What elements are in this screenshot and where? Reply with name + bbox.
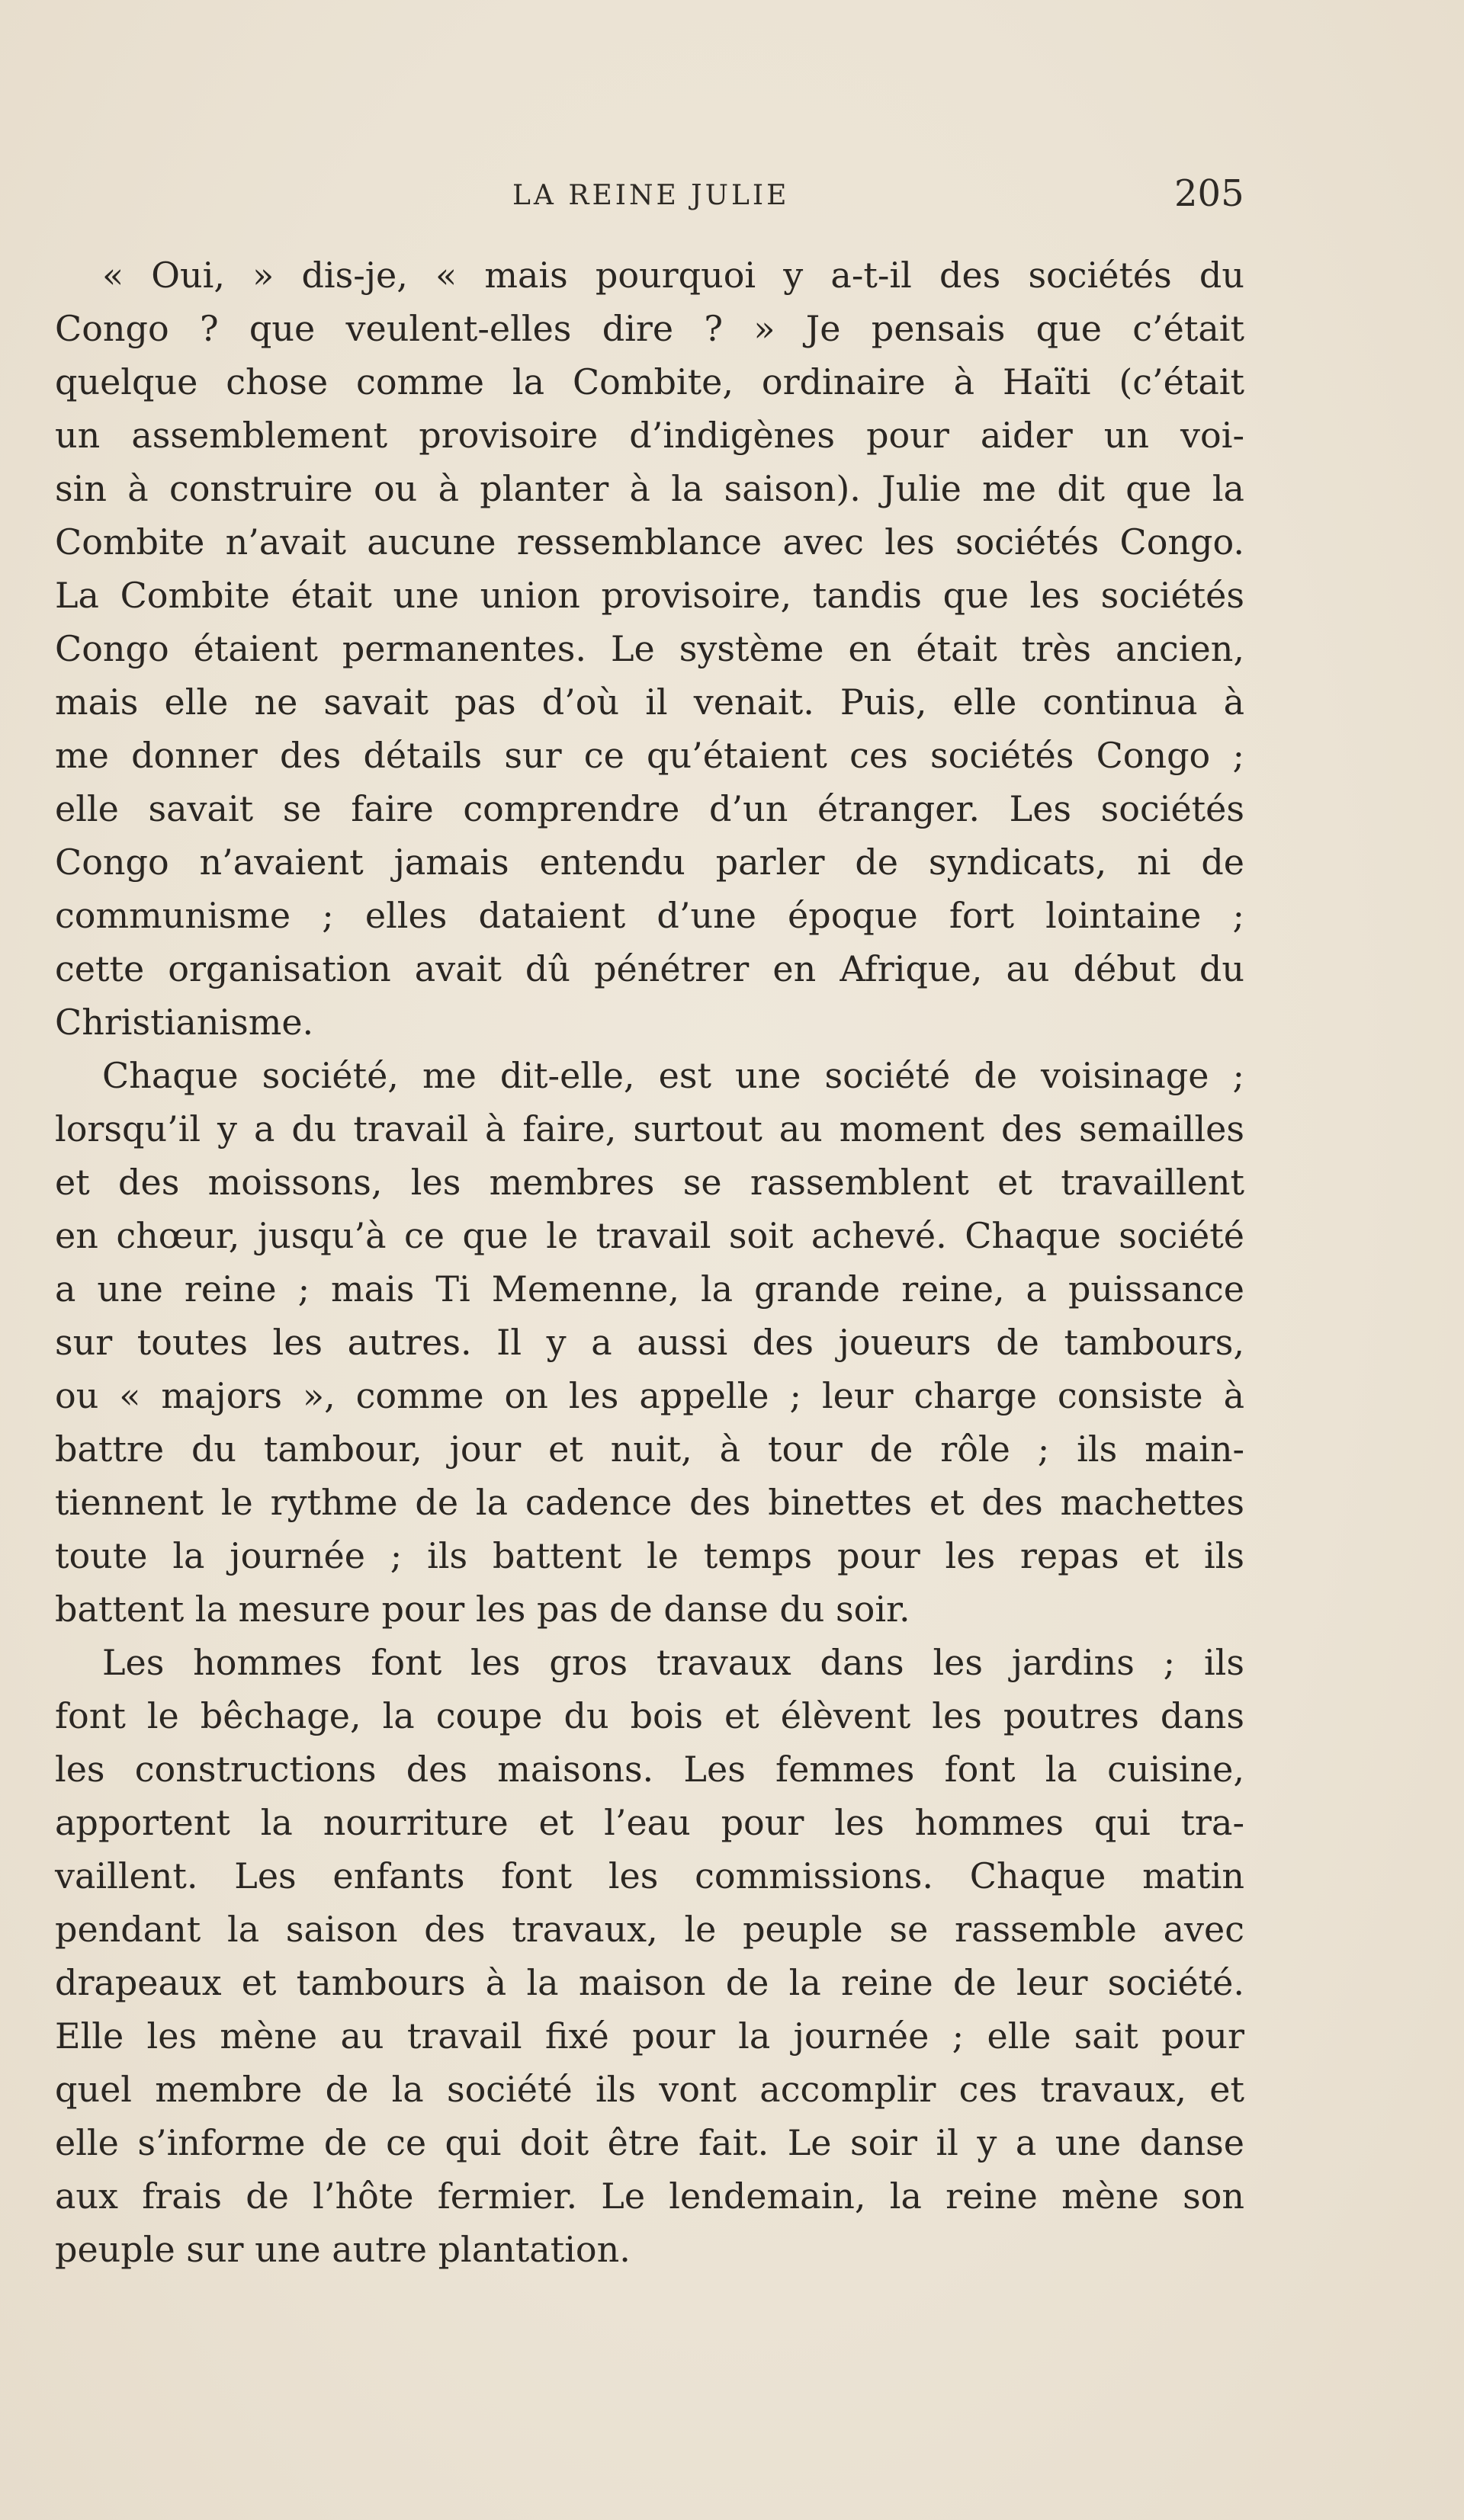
text-line: « Oui, » dis-je, « mais pourquoi y a-t-il des sociétés du [102, 255, 1244, 296]
text-line: battent la mesure pour les pas de danse du soir. [55, 1589, 910, 1630]
text-line: quelque chose comme la Combite, ordinaire à Haïti (c’était [55, 361, 1244, 402]
text-line: aux frais de l’hôte fermier. Le lendemain, la reine mène son [55, 2175, 1244, 2217]
text-line: Christianisme. [55, 1002, 314, 1043]
text-line: quel membre de la société ils vont accomplir ces travaux, et [55, 2069, 1244, 2110]
text-line: elle s’informe de ce qui doit être fait. Le soir il y a une danse [55, 2122, 1244, 2163]
text-line: tiennent le rythme de la cadence des binettes et des machettes [55, 1482, 1244, 1523]
text-line: Combite n’avait aucune ressemblance avec les sociétés Congo. [55, 521, 1244, 563]
text-line: cette organisation avait dû pénétrer en Afrique, au début du [55, 948, 1244, 989]
text-line: Les hommes font les gros travaux dans les jardins ; ils [102, 1642, 1244, 1683]
text-line: apportent la nourriture et l’eau pour les hommes qui tra- [55, 1802, 1244, 1843]
page-number: 205 [1174, 172, 1244, 215]
text-line: mais elle ne savait pas d’où il venait. Puis, elle continua à [55, 681, 1244, 723]
text-line: battre du tambour, jour et nuit, à tour de rôle ; ils main- [55, 1428, 1244, 1470]
text-line: toute la journée ; ils battent le temps pour les repas et ils [55, 1535, 1244, 1576]
running-title: LA REINE JULIE [512, 180, 790, 211]
text-line: peuple sur une autre plantation. [55, 2229, 631, 2270]
text-line: Chaque société, me dit-elle, est une société de voisinage ; [102, 1055, 1244, 1096]
text-line: ou « majors », comme on les appelle ; leur charge consiste à [55, 1375, 1244, 1416]
text-line: a une reine ; mais Ti Memenne, la grande reine, a puissance [55, 1268, 1244, 1310]
text-line: drapeaux et tambours à la maison de la reine de leur société. [55, 1962, 1244, 2003]
text-line: les constructions des maisons. Les femmes font la cuisine, [55, 1749, 1244, 1790]
text-line: Elle les mène au travail fixé pour la journée ; elle sait pour [55, 2015, 1244, 2057]
text-line: font le bêchage, la coupe du bois et élèvent les poutres dans [55, 1695, 1244, 1736]
text-line: elle savait se faire comprendre d’un étranger. Les sociétés [55, 788, 1244, 829]
text-line: en chœur, jusqu’à ce que le travail soit achevé. Chaque société [55, 1215, 1244, 1256]
text-line: vaillent. Les enfants font les commissions. Chaque matin [55, 1855, 1244, 1896]
text-line: un assemblement provisoire d’indigènes pour aider un voi- [55, 415, 1244, 456]
text-line: lorsqu’il y a du travail à faire, surtout au moment des semailles [55, 1108, 1244, 1149]
text-line: et des moissons, les membres se rassemblent et travaillent [55, 1162, 1244, 1203]
text-line: communisme ; elles dataient d’une époque fort lointaine ; [55, 895, 1244, 936]
text-line: Congo n’avaient jamais entendu parler de syndicats, ni de [55, 842, 1244, 883]
text-line: Congo étaient permanentes. Le système en était très ancien, [55, 628, 1244, 669]
text-line: sin à construire ou à planter à la saison). Julie me dit que la [55, 468, 1244, 509]
text-line: me donner des détails sur ce qu’étaient ces sociétés Congo ; [55, 735, 1244, 776]
text-line: La Combite était une union provisoire, tandis que les sociétés [55, 575, 1244, 616]
text-line: pendant la saison des travaux, le peuple se rassemble avec [55, 1909, 1244, 1950]
text-line: Congo ? que veulent-elles dire ? » Je pensais que c’était [55, 308, 1244, 349]
text-line: sur toutes les autres. Il y a aussi des joueurs de tambours, [55, 1322, 1244, 1363]
